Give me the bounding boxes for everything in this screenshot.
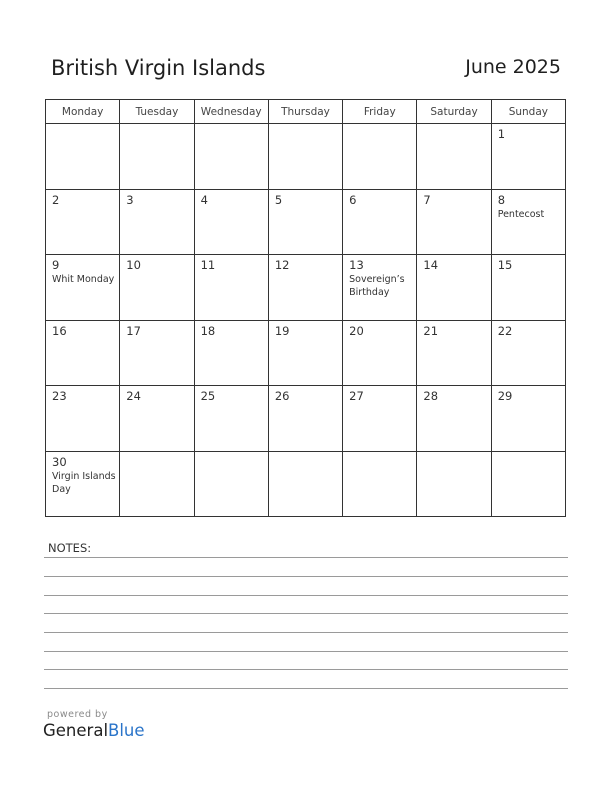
calendar-day-cell	[268, 124, 342, 190]
calendar-day-cell	[46, 189, 120, 255]
calendar-day-cell	[194, 386, 268, 452]
weekday-header: Monday	[46, 100, 120, 124]
calendar-day-cell	[46, 255, 120, 321]
calendar-day-cell	[417, 189, 491, 255]
brand-name-general: General	[43, 721, 109, 740]
note-line	[44, 669, 568, 670]
day-number: 11	[200, 258, 216, 272]
weekday-header: Wednesday	[194, 100, 268, 124]
calendar-day-cell	[417, 320, 491, 386]
holiday-label: Sovereign’s Birthday	[349, 274, 405, 298]
calendar-day-cell	[268, 386, 342, 452]
day-number: 22	[497, 323, 513, 338]
calendar-day-cell	[194, 451, 268, 517]
calendar-day-cell	[491, 124, 565, 190]
calendar-day-cell	[120, 124, 194, 190]
day-number: 20	[349, 323, 364, 338]
day-number: 1	[497, 127, 506, 141]
day-number: 13	[349, 258, 364, 272]
day-number: 16	[52, 323, 67, 338]
calendar-week-row	[46, 255, 566, 321]
weekday-header-row	[46, 100, 566, 124]
notes-label: NOTES:	[48, 541, 92, 555]
day-number: 5	[274, 192, 283, 207]
note-line	[44, 651, 568, 652]
calendar-day-cell	[120, 451, 194, 517]
day-number: 7	[423, 192, 431, 207]
calendar-day-cell	[491, 451, 565, 517]
calendar-day-cell	[194, 189, 268, 255]
calendar-day-cell	[491, 255, 565, 321]
note-line	[44, 613, 568, 614]
holiday-label: Virgin Islands Day	[52, 470, 116, 495]
calendar-week-row	[46, 320, 566, 386]
day-number: 6	[349, 192, 357, 207]
day-number: 27	[349, 389, 364, 403]
calendar-grid	[45, 99, 566, 517]
holiday-label: Pentecost	[497, 208, 545, 220]
note-line	[44, 576, 568, 577]
note-line	[44, 632, 568, 633]
calendar-week-row	[46, 124, 566, 190]
powered-by-text: powered by	[47, 709, 108, 720]
brand-name-blue: Blue	[108, 721, 145, 740]
calendar-day-cell	[491, 386, 565, 452]
day-number: 24	[126, 389, 141, 403]
day-number: 23	[52, 389, 67, 403]
calendar-day-cell	[194, 124, 268, 190]
calendar-day-cell	[268, 320, 342, 386]
calendar-day-cell	[417, 124, 491, 190]
day-number: 3	[126, 192, 134, 207]
calendar-body	[46, 124, 566, 517]
calendar-day-cell	[343, 255, 417, 321]
day-number: 26	[274, 389, 290, 403]
day-number: 17	[126, 323, 141, 338]
calendar-day-cell	[46, 386, 120, 452]
day-number: 28	[423, 389, 439, 403]
calendar-day-cell	[46, 124, 120, 190]
day-number: 29	[497, 389, 513, 403]
calendar-week-row	[46, 189, 566, 255]
day-number: 8	[497, 192, 506, 207]
day-number: 25	[200, 389, 216, 403]
note-line	[44, 557, 568, 558]
weekday-header: Sunday	[491, 100, 565, 124]
weekday-header: Friday	[343, 100, 417, 124]
calendar-day-cell	[491, 320, 565, 386]
calendar-week-row	[46, 451, 566, 517]
holiday-label: Whit Monday	[52, 274, 115, 285]
calendar-day-cell	[120, 189, 194, 255]
calendar-day-cell	[120, 255, 194, 321]
calendar-day-cell	[268, 451, 342, 517]
day-number: 30	[52, 454, 67, 469]
calendar-day-cell	[46, 320, 120, 386]
calendar-day-cell	[194, 320, 268, 386]
calendar-day-cell	[417, 451, 491, 517]
day-number: 19	[274, 323, 290, 338]
weekday-header: Saturday	[417, 100, 491, 124]
calendar-day-cell	[343, 451, 417, 517]
day-number: 9	[52, 258, 60, 272]
calendar-day-cell	[194, 255, 268, 321]
calendar-day-cell	[268, 189, 342, 255]
day-number: 18	[200, 323, 216, 338]
day-number: 4	[200, 192, 208, 207]
calendar-day-cell	[120, 320, 194, 386]
calendar-title: British Virgin Islands	[51, 56, 266, 80]
note-line	[44, 688, 568, 689]
calendar-day-cell	[343, 320, 417, 386]
weekday-header: Thursday	[268, 100, 342, 124]
calendar-day-cell	[120, 386, 194, 452]
note-line	[44, 595, 568, 596]
calendar-day-cell	[343, 386, 417, 452]
day-number: 15	[497, 258, 513, 272]
day-number: 21	[423, 323, 439, 338]
weekday-header: Tuesday	[120, 100, 194, 124]
calendar-day-cell	[268, 255, 342, 321]
day-number: 10	[126, 258, 141, 272]
calendar-day-cell	[343, 124, 417, 190]
calendar-day-cell	[343, 189, 417, 255]
calendar-day-cell	[46, 451, 120, 517]
brand-logo	[43, 721, 145, 740]
calendar-day-cell	[491, 189, 565, 255]
calendar-week-row	[46, 386, 566, 452]
day-number: 2	[52, 192, 60, 207]
calendar-month: June 2025	[465, 56, 561, 78]
day-number: 12	[274, 258, 290, 272]
calendar-day-cell	[417, 386, 491, 452]
day-number: 14	[423, 258, 439, 272]
calendar-day-cell	[417, 255, 491, 321]
